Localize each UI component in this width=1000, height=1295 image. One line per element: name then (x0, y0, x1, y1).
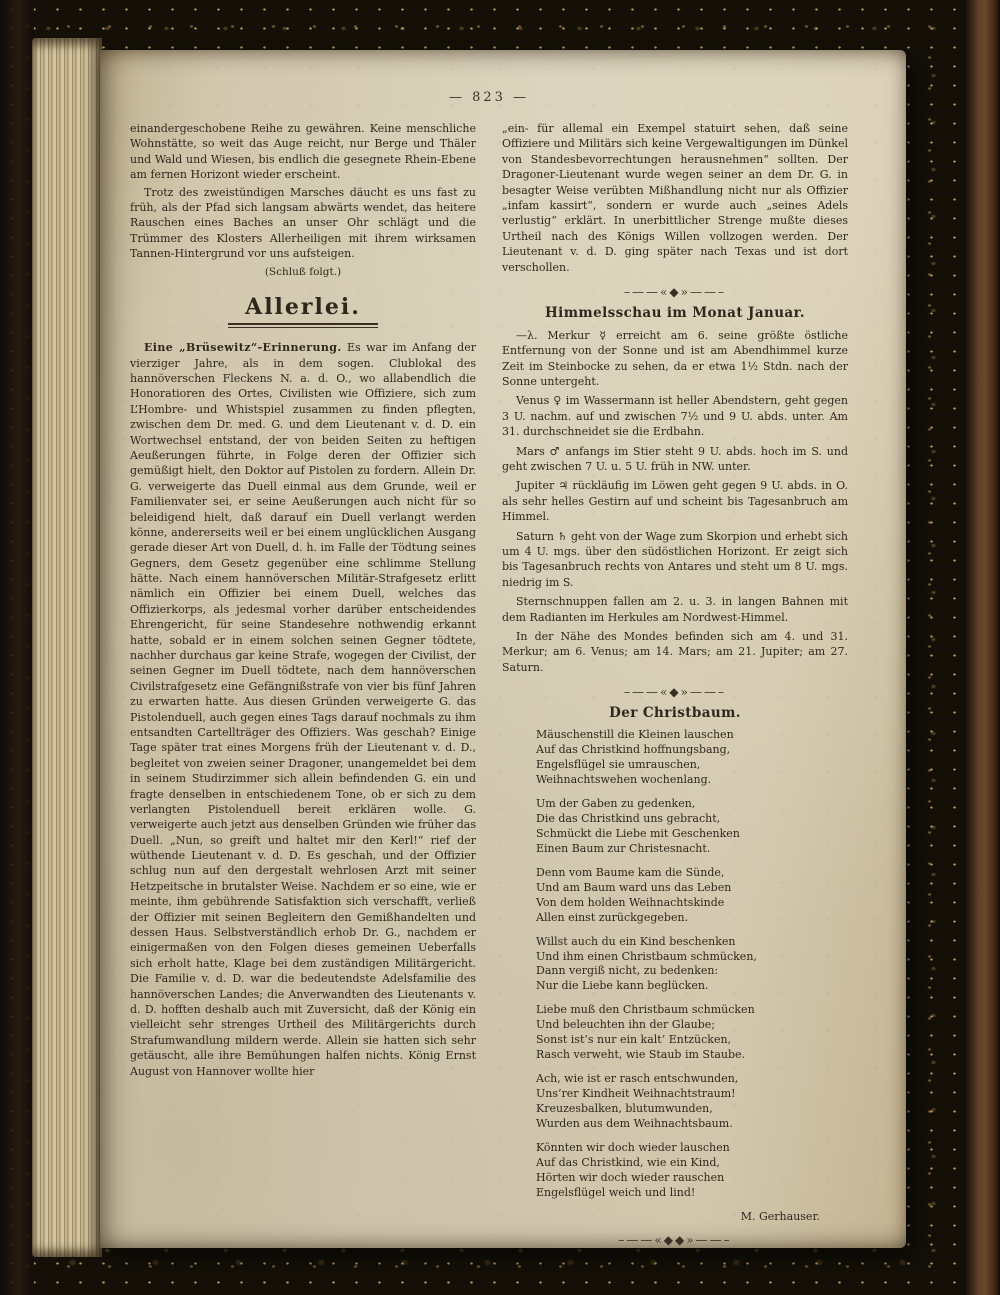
astro-paragraph-merkur: —λ. Merkur ☿ erreicht am 6. seine größte östliche Entfernung von der Sonne und ist am Abendhimmel kurze Zeit im Steinbocke zu sehen, da er etwa 1½ Stdn. nach der Sonne untergeht. (502, 328, 848, 389)
poem-line: Mäuschenstill die Kleinen lauschen (536, 728, 734, 742)
poem-line: Denn vom Baume kam die Sünde, (536, 865, 725, 879)
poem-line: Willst auch du ein Kind beschenken (536, 934, 736, 948)
poem-line: Sonst ist’s nur ein kalt’ Entzücken, (536, 1033, 732, 1047)
poem-stanza (536, 1072, 848, 1132)
book-spine-edge (0, 0, 34, 1295)
printed-page (100, 50, 906, 1248)
astro-paragraph-sternschnuppen: Sternschnuppen fallen am 2. u. 3. in langen Bahnen mit dem Radianten im Herkules am Nordwest-Himmel. (502, 595, 848, 624)
poem-line: Ach, wie ist er rasch entschwunden, (536, 1072, 739, 1086)
poem-line: Von dem holden Weihnachtskinde (536, 895, 725, 909)
astro-paragraph-mond: In der Nähe des Mondes befinden sich am 4. und 31. Merkur; am 6. Venus; am 14. Mars; am 21. Jupiter; am 27. Saturn. (502, 629, 848, 674)
poem-line: Um der Gaben zu gedenken, (536, 796, 696, 810)
poem (502, 728, 848, 1201)
poem-line: Auf das Christkind, wie ein Kind, (536, 1155, 720, 1169)
poem-line: Liebe muß den Christbaum schmücken (536, 1003, 755, 1017)
story-paragraph (130, 340, 476, 1079)
title-rule (228, 323, 378, 328)
poem-line: Hörten wir doch wieder rauschen (536, 1170, 725, 1184)
poem-line: Engelsflügel weich und lind! (536, 1185, 696, 1199)
poem-line: Und am Baum ward uns das Leben (536, 880, 732, 894)
divider-ornament: –——«◆»——– (624, 284, 726, 299)
poem-stanza (536, 1003, 848, 1063)
stacked-page-edges (32, 38, 102, 1257)
astro-paragraph-mars: Mars ♂ anfangs im Stier steht 9 U. abds. hoch im S. und geht zwischen 7 U. u. 5 U. früh in NW. unter. (502, 444, 848, 474)
paragraph: Trotz des zweistündigen Marsches däucht es uns fast zu früh, als der Pfad sich langsam abwärts wendet, das heitere Rauschen eines Baches an unser Ohr schlägt und die Trümmer des Klosters Allerheiligen mit ihrem wirksamen Tannen-Hintergrund vor uns aufsteigen. (130, 185, 476, 261)
poem-line: Nur die Liebe kann beglücken. (536, 979, 709, 993)
story-lead: Eine „Brüsewitz“-Erinnerung. (144, 341, 342, 355)
poem-line: Engelsflügel sie umrauschen, (536, 758, 701, 772)
page-content (100, 50, 906, 1248)
poem-line: Auf das Christkind hoffnungsbang, (536, 743, 731, 757)
paragraph-continuation: einandergeschobene Reihe zu gewähren. Keine menschliche Wohnstätte, so weit das Auge reicht, nur Berge und Thäler und Wald und Wiesen, bis endlich die gesegnete Rhein-Ebene am fernen Horizont wieder erscheint. (130, 122, 476, 182)
poem-line: Uns’rer Kindheit Weihnachtstraum! (536, 1087, 736, 1101)
page-number: — 823 — (448, 90, 530, 105)
poem-author: M. Gerhauser. (740, 1209, 820, 1223)
text-columns (130, 121, 848, 1248)
section-title: Allerlei. (245, 294, 361, 321)
astro-paragraph-venus: Venus ♀ im Wassermann ist heller Abendstern, geht gegen 3 U. nachm. auf und zwischen 7½ und 9 U. abds. unter. Am 31. durchschneidet sie die Erdbahn. (502, 394, 848, 439)
poem-line: Die das Christkind uns gebracht, (536, 811, 721, 825)
continuation-note: (Schluß folgt.) (264, 265, 342, 278)
right-column (502, 121, 848, 1248)
poem-line: Einen Baum zur Christesnacht. (536, 841, 711, 855)
cover-edge-right (966, 0, 1000, 1295)
poem-stanza (536, 866, 848, 926)
himmelsschau-title: Himmelsschau im Monat Januar. (545, 304, 805, 321)
poem-line: Kreuzesbalken, blutumwunden, (536, 1102, 713, 1116)
poem-line: Rasch verweht, wie Staub im Staube. (536, 1048, 746, 1062)
paragraph-continuation: „ein- für allemal ein Exempel statuirt sehen, daß seine Offiziere und Militärs sich keine Vergewaltigungen im Dünkel von Standesbevorrechtungen herausnehmen“ sollten. Der Dragoner-Lieutenant wurde wegen seiner an dem Dr. G. in besagter Weise verübten Mißhandlung nicht nur als Offizier „infam kassirt“, sondern er wurde auch „seines Adels verlustig“ erklärt. In unerbittlicher Strenge mußte dieses Urtheil nach des Königs Willen vollzogen werden. Der Lieutenant v. d. D. ging später nach Texas und ist dort verschollen. (502, 122, 848, 274)
divider-ornament: –——«◆»——– (624, 685, 726, 700)
astro-paragraph-jupiter: Jupiter ♃ rückläufig im Löwen geht gegen 9 U. abds. in O. als sehr helles Gestirn auf und scheint bis Tagesanbruch am Himmel. (502, 479, 848, 524)
poem-line: Und beleuchten ihn der Glaube; (536, 1018, 716, 1032)
story-body: Es war im Anfang der vierziger Jahre, als in dem sogen. Clublokal des hannöverschen Fleckens N. a. d. O., wo allabendlich die Honoratioren des Ortes, Civilisten wie Offiziere, sich zum L’Hombre- und Whistspiel zusammen zu finden pflegten, zwischen dem Dr. med. G. und dem Lieutenant v. d. D. ein Wortwechsel entstand, der von beiden Seiten zu heftigen Aeußerungen führte, in Folge deren der Offizier sich gemüßigt hielt, den Doktor auf Pistolen zu fordern. Allein Dr. G. verweigerte das Duell einmal aus dem Grunde, weil er Familienvater sei, er seine Aeußerungen auch nicht für so beleidigend hielt, daß darauf ein Duell verlangt werden könne, andererseits weil er bei einem unglücklichen Ausgang gerade dieser Art von Duell, d. h. im Falle der Tödtung seines Gegners, dem Gesetz gegenüber eine schlimme Stellung hätte. Nach einem hannöverschen Militär-Strafgesetz erlitt nämlich ein Offizier bei einem Duell, welches das Offizierkorps, als jedesmal vorher darüber entscheidendes Ehrengericht, für seine Standesehre nothwendig erkannt hatte, sobald er in einem solchen seinen Gegner tödtete, nachher durchaus gar keine Strafe, wogegen der Civilist, der seinen Gegner im Duell tödtete, nach dem hannöverschen Civilstrafgesetz eine Gefängnißstrafe von vier bis fünf Jahren zu erwarten hatte. Aus diesen Gründen verweigerte G. das Pistolenduell, auch gegen eines Tags darauf nochmals zu ihm entsandten Cartellträger des Offiziers. Was geschah? Einige Tage später trat eines Morgens früh der Lieutenant v. d. D., begleitet von zweien seiner Dragoner, unangemeldet bei dem in seinem Studirzimmer sich allein befindenden G. ein und fragte denselben in entschiedenem Tone, ob er sich zu dem verlangten Pistolenduell bereit erklären wolle. G. verweigerte auch jetzt aus denselben Gründen wie früher das Duell. „Nun, so greift und haltet mir den Kerl!“ rief der wüthende Lieutenant v. d. D. Es geschah, und der Offizier schlug nun auf den dergestalt wehrlosen Arzt mit seiner Hetzpeitsche in brutalster Weise. Nachdem er so eine, wie er meinte, ihm gebührende Satisfaktion sich verschafft, verließ der Offizier mit seinen Begleitern den Gemißhandelten und dessen Haus. Selbstverständlich erhob Dr. G., nachdem er einigermaßen von den Folgen dieses gemeinen Ueberfalls sich erholt hatte, Klage bei dem zuständigen Militärgericht. Die Familie v. d. D. war die bedeutendste Adelsfamilie des hannöverschen Landes; die Anverwandten des Lieutenants v. d. D. hofften deshalb auch mit Zuversicht, daß der König ein vielleicht sehr strenges Urtheil des Militärgerichts durch Strafumwandlung mildern werde. Allein sie hatten sich sehr getäuscht, alle ihre Bemühungen halfen nichts. König Ernst August von Hannover wollte hier (130, 341, 476, 1078)
poem-line: Und ihm einen Christbaum schmücken, (536, 949, 757, 963)
poem-line: Wurden aus dem Weihnachtsbaum. (536, 1117, 733, 1131)
poem-line: Dann vergiß nicht, zu bedenken: (536, 964, 719, 978)
poem-line: Weihnachtswehen wochenlang. (536, 772, 712, 786)
astro-paragraph-saturn: Saturn ♄ geht von der Wage zum Skorpion und erhebt sich um 4 U. mgs. über den südöstlichen Horizont. Er zeigt sich bis Tagesanbruch rechts von Antares und steht um 8 U. mgs. niedrig im S. (502, 529, 848, 589)
end-ornament: –——«◆◆»——– (618, 1232, 732, 1247)
left-column (130, 121, 476, 1248)
poem-stanza (536, 1141, 848, 1201)
poem-stanza (536, 935, 848, 995)
poem-title: Der Christbaum. (609, 705, 741, 722)
poem-line: Allen einst zurückgegeben. (536, 910, 689, 924)
poem-stanza (536, 728, 848, 788)
poem-line: Könnten wir doch wieder lauschen (536, 1140, 730, 1154)
poem-line: Schmückt die Liebe mit Geschenken (536, 826, 740, 840)
poem-stanza (536, 797, 848, 857)
